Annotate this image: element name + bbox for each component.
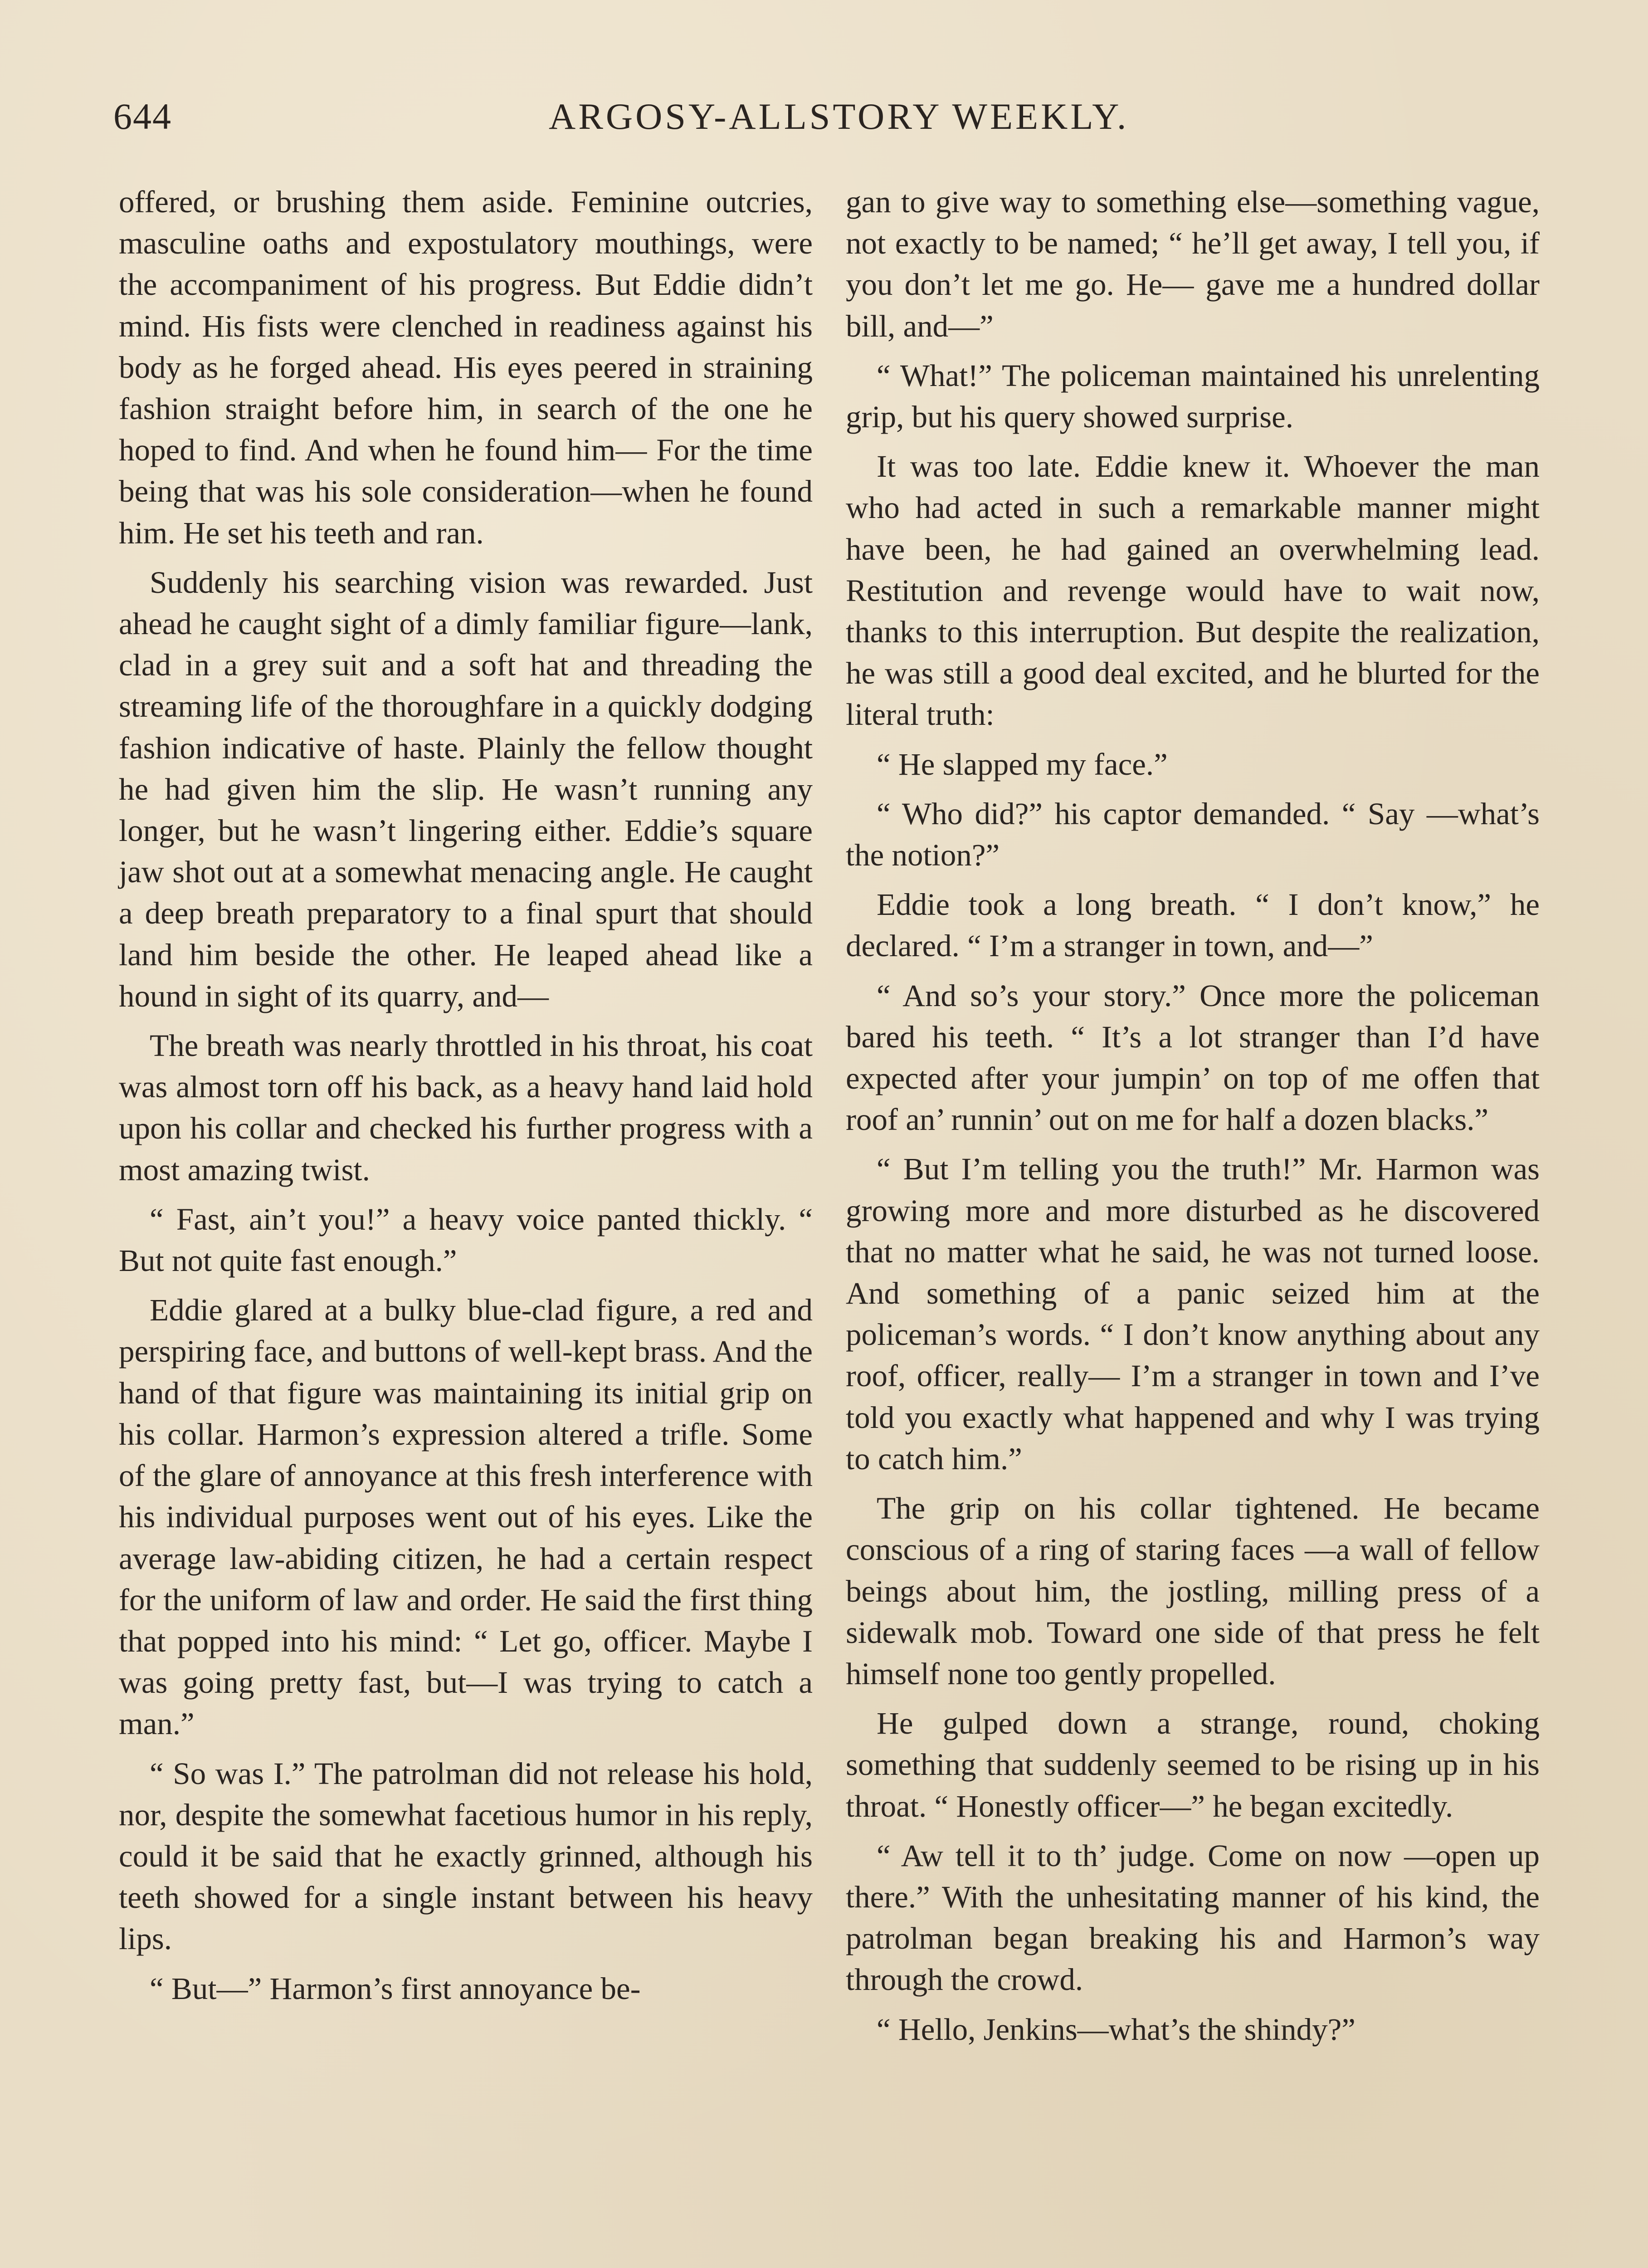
- left-column: [119, 181, 813, 2268]
- paragraph: “ Who did?” his captor demanded. “ Say —what’s the notion?”: [846, 796, 1540, 873]
- paragraph: He gulped down a strange, round, choking something that suddenly seemed to be rising up in his throat. “ Honestly officer—” he began excitedly.: [846, 1706, 1540, 1823]
- paragraph: Eddie took a long breath. “ I don’t know,” he declared. “ I’m a stranger in town, and—”: [846, 887, 1540, 963]
- paragraph: offered, or brushing them aside. Feminine outcries, masculine oaths and expostulatory mouthings, were the accompaniment of his progress. But Eddie didn’t mind. His fists were clenched in readiness against his body as he forged ahead. His eyes peered in straining fashion straight before him, in search of the one he hoped to find. And when he found him— For the time being that was his sole consideration—when he found him. He set his teeth and ran.: [119, 185, 813, 550]
- paragraph: “ But I’m telling you the truth!” Mr. Harmon was growing more and more disturbed as he discovered that no matter what he said, he was not turned loose. And something of a panic seized him at the policeman’s words. “ I don’t know anything about any roof, officer, really— I’m a stranger in town and I’ve told you exactly what happened and why I was trying to catch him.”: [846, 1152, 1540, 1476]
- paragraph: Suddenly his searching vision was rewarded. Just ahead he caught sight of a dimly familiar figure—lank, clad in a grey suit and a soft hat and threading the streaming life of the thoroughfare in a quickly dodging fashion indicative of haste. Plainly the fellow thought he had given him the slip. He wasn’t running any longer, but he wasn’t lingering either. Eddie’s square jaw shot out at a somewhat menacing angle. He caught a deep breath preparatory to a final spurt that should land him beside the other. He leaped ahead like a hound in sight of its quarry, and—: [119, 565, 813, 1013]
- paragraph: The grip on his collar tightened. He became conscious of a ring of staring faces —a wall of fellow beings about him, the jostling, milling press of a sidewalk mob. Toward one side of that press he felt himself none too gently propelled.: [846, 1491, 1540, 1691]
- paragraph: “ So was I.” The patrolman did not release his hold, nor, despite the somewhat facetious humor in his reply, could it be said that he exactly grinned, although his teeth showed for a single instant between his heavy lips.: [119, 1756, 813, 1956]
- paragraph: Eddie glared at a bulky blue-clad figure, a red and perspiring face, and buttons of well-kept brass. And the hand of that figure was maintaining its initial grip on his collar. Harmon’s expression altered a trifle. Some of the glare of annoyance at this fresh interference with his individual purposes went out of his eyes. Like the average law-abiding citizen, he had a certain respect for the uniform of law and order. He said the first thing that popped into his mind: “ Let go, officer. Maybe I was going pretty fast, but—I was trying to catch a man.”: [119, 1293, 813, 1741]
- page-number: 644: [113, 96, 172, 137]
- right-column: [846, 181, 1540, 2268]
- page-header: [113, 95, 1542, 154]
- paragraph: “ Hello, Jenkins—what’s the shindy?”: [877, 2012, 1355, 2047]
- paragraph: “ Fast, ain’t you!” a heavy voice panted thickly. “ But not quite fast enough.”: [119, 1202, 813, 1278]
- paragraph: “ What!” The policeman maintained his unrelenting grip, but his query showed surprise.: [846, 358, 1540, 435]
- paragraph: The breath was nearly throttled in his throat, his coat was almost torn off his back, as a heavy hand laid hold upon his collar and checked his further progress with a most amazing twist.: [119, 1028, 813, 1187]
- paragraph: gan to give way to something else—something vague, not exactly to be named; “ he’ll get away, I tell you, if you don’t let me go. He— gave me a hundred dollar bill, and—”: [846, 185, 1540, 343]
- paragraph: “ And so’s your story.” Once more the policeman bared his teeth. “ It’s a lot stranger than I’d have expected after your jumpin’ on top of me offen that roof an’ runnin’ out on me for half a dozen blacks.”: [846, 978, 1540, 1137]
- paragraph: It was too late. Eddie knew it. Whoever the man who had acted in such a remarkable manner might have been, he had gained an overwhelming lead. Restitution and revenge would have to wait now, thanks to this interruption. But despite the realization, he was still a good deal excited, and he blurted for the literal truth:: [846, 449, 1540, 732]
- running-title: ARGOSY-ALLSTORY WEEKLY.: [549, 96, 1129, 137]
- paragraph: “ He slapped my face.”: [877, 747, 1168, 782]
- paragraph: “ But—” Harmon’s first annoyance be-: [150, 1971, 641, 2006]
- paragraph: “ Aw tell it to th’ judge. Come on now —open up there.” With the unhesitating manner of his kind, the patrolman began breaking his and Harmon’s way through the crowd.: [846, 1838, 1540, 1997]
